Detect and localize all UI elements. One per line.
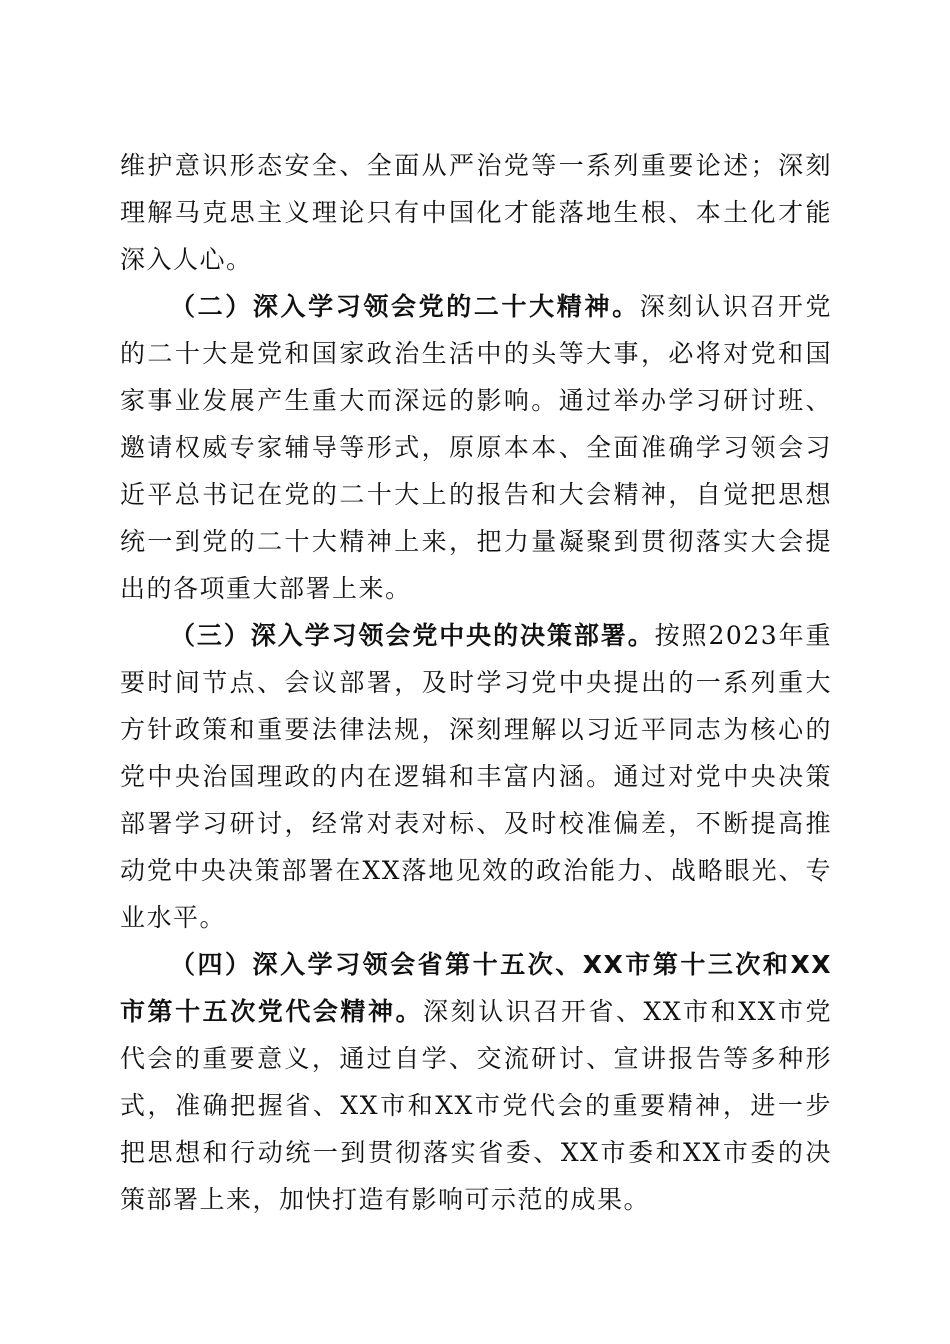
section-heading: （四）深入学习领会省第十五次、XX市第十三次和XX市第十五次党代会精神。: [120, 950, 832, 1026]
document-body: [120, 142, 832, 1223]
paragraph-body: 深刻认识召开党的二十大是党和国家政治生活中的头等大事，必将对党和国家事业发展产生重大而深远的影响。通过举办学习研讨班、邀请权威专家辅导等形式，原原本本、全面准确学习领会习近平总书记在党的二十大上的报告和大会精神，自觉把思想统一到党的二十大精神上来，把力量凝聚到贯彻落实大会提出的各项重大部署上来。: [120, 292, 832, 603]
paragraph-section-2: [120, 283, 832, 612]
paragraph-section-3: [120, 612, 832, 941]
paragraph-body: 维护意识形态安全、全面从严治党等一系列重要论述；深刻理解马克思主义理论只有中国化才能落地生根、本土化才能深入人心。: [120, 151, 832, 274]
paragraph-section-4: [120, 941, 832, 1223]
paragraph-continuation: [120, 142, 832, 283]
paragraph-body: 按照2023年重要时间节点、会议部署，及时学习党中央提出的一系列重大方针政策和重要法律法规，深刻理解以习近平同志为核心的党中央治国理政的内在逻辑和丰富内涵。通过对党中央决策部署学习研讨，经常对表对标、及时校准偏差，不断提高推动党中央决策部署在XX落地见效的政治能力、战略眼光、专业水平。: [120, 621, 832, 932]
section-heading: （二）深入学习领会党的二十大精神。: [170, 292, 640, 321]
paragraph-body: 深刻认识召开省、XX市和XX市党代会的重要意义，通过自学、交流研讨、宣讲报告等多种形式，准确把握省、XX市和XX市党代会的重要精神，进一步把思想和行动统一到贯彻落实省委、XX市委和XX市委的决策部署上来，加快打造有影响可示范的成果。: [120, 997, 832, 1214]
section-heading: （三）深入学习领会党中央的决策部署。: [170, 621, 655, 650]
